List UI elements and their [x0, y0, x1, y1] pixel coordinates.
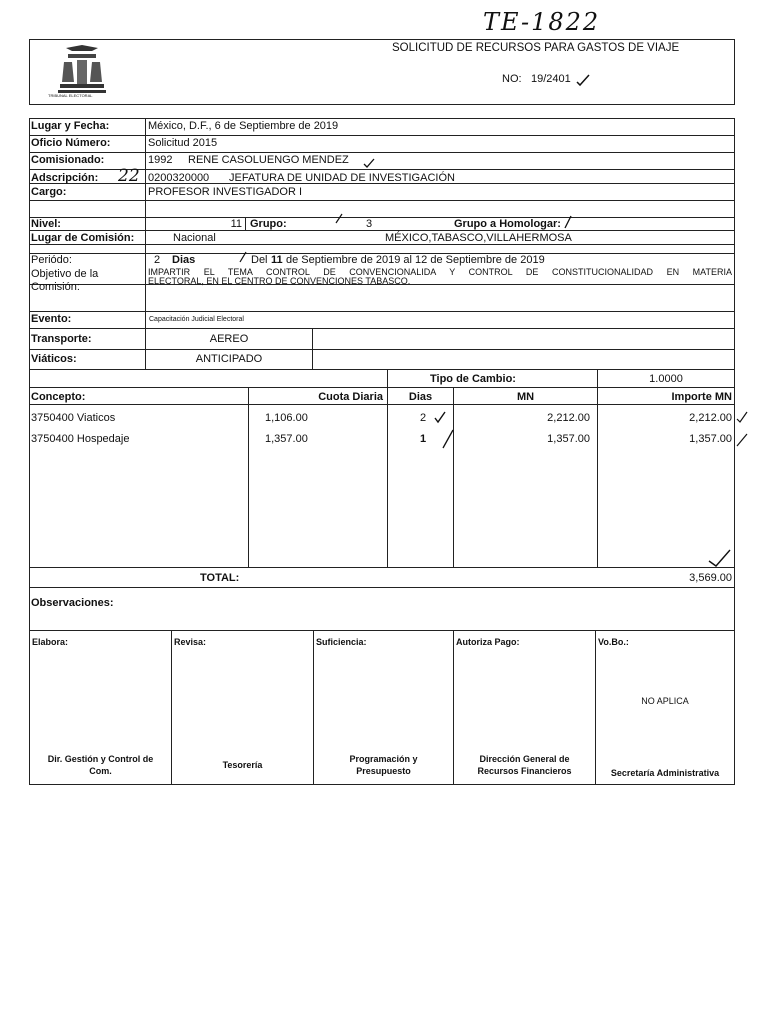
sig-header-suficiencia: Suficiencia:	[316, 637, 367, 647]
objetivo-label: Objetivo de la Comisión:	[31, 268, 99, 293]
sig-header-revisa: Revisa:	[174, 637, 207, 647]
row-cuota: 1,357.00	[265, 433, 308, 445]
sig-footer-tesoreria: Tesorería	[222, 760, 263, 770]
sig-footer-direccion: Dirección General de	[479, 754, 570, 764]
lugar-comision-destino: MÉXICO,TABASCO,VILLAHERMOSA	[385, 232, 572, 244]
sig-footer-programacion-2: Presupuesto	[356, 766, 411, 776]
grupo-label: Grupo:	[250, 218, 287, 230]
adscripcion-name: JEFATURA DE UNIDAD DE INVESTIGACIÓN	[229, 172, 455, 184]
folio-value: 19/2401	[531, 73, 571, 85]
folio-label: NO:	[502, 73, 522, 85]
checkmark-icon	[433, 410, 447, 429]
sig-footer-programacion: Programación y	[349, 754, 418, 764]
sig-footer-gestion: Dir. Gestión y Control de	[47, 754, 154, 764]
col-header-dias: Dias	[408, 391, 433, 403]
lugar-fecha-label: Lugar y Fecha:	[31, 120, 110, 132]
checkmark-icon	[735, 410, 749, 429]
row-concepto: 3750400 Hospedaje	[31, 433, 130, 445]
objetivo-line-2: ELECTORAL, EN EL CENTRO DE CONVENCIONES TABASCO.	[148, 276, 411, 286]
transporte-value: AEREO	[209, 333, 249, 345]
tipo-cambio-value: 1.0000	[649, 373, 683, 385]
periodo-del: Del	[251, 254, 268, 266]
viaticos-value: ANTICIPADO	[195, 353, 263, 365]
periodo-dias-word: Dias	[172, 254, 196, 266]
adscripcion-handwritten-mark: 22	[118, 166, 140, 186]
objetivo-line-1: IMPARTIR EL TEMA CONTROL DE CONVENCIONALIDA Y CONTROL DE CONSTITUCIONALIDAD EN MATERIA	[148, 267, 732, 277]
checkmark-icon	[334, 212, 344, 230]
total-value: 3,569.00	[689, 572, 732, 584]
stamp-number: TE-1822	[483, 8, 601, 36]
grupo-value: 3	[366, 218, 373, 230]
adscripcion-label: Adscripción:	[31, 172, 99, 184]
col-header-cuota: Cuota Diaria	[318, 391, 383, 403]
observaciones-label: Observaciones:	[31, 597, 114, 609]
sig-header-vobo: Vo.Bo.:	[598, 637, 629, 647]
col-header-concepto: Concepto:	[31, 391, 86, 403]
sig-footer-direccion-2: Recursos Financieros	[477, 766, 572, 776]
row-mn: 1,357.00	[547, 433, 590, 445]
comisionado-name: RENE CASOLUENGO MENDEZ	[188, 154, 349, 166]
adscripcion-code: 0200320000	[148, 172, 210, 184]
cargo-value: PROFESOR INVESTIGADOR I	[148, 186, 303, 198]
form-title: SOLICITUD DE RECURSOS PARA GASTOS DE VIAJE	[392, 42, 680, 54]
nivel-label: Nivel:	[31, 218, 61, 230]
comisionado-label: Comisionado:	[31, 154, 105, 166]
col-header-importe: Importe MN	[671, 391, 732, 403]
checkmark-icon	[575, 73, 591, 92]
viaticos-label: Viáticos:	[31, 353, 77, 365]
logo-caption: TRIBUNAL ELECTORAL	[48, 93, 93, 98]
evento-value: Capacitación Judicial Electoral	[149, 316, 244, 323]
cargo-label: Cargo:	[31, 186, 67, 198]
periodo-dias-number: 2	[154, 254, 161, 266]
row-mn: 2,212.00	[547, 412, 590, 424]
comisionado-number: 1992	[148, 154, 173, 166]
lugar-fecha-value: México, D.F., 6 de Septiembre de 2019	[148, 120, 339, 132]
checkmark-icon	[706, 548, 732, 573]
oficio-value: Solicitud 2015	[148, 137, 218, 149]
tipo-cambio-label: Tipo de Cambio:	[430, 373, 516, 385]
periodo-label: Periódo:	[31, 254, 72, 266]
row-dias: 2	[420, 412, 427, 424]
sig-header-autoriza: Autoriza Pago:	[456, 637, 520, 647]
sig-header-elabora: Elabora:	[32, 637, 69, 647]
evento-label: Evento:	[31, 313, 72, 325]
transporte-label: Transporte:	[31, 333, 92, 345]
row-dias: 1	[420, 433, 427, 445]
total-label: TOTAL:	[200, 572, 240, 584]
row-importe: 1,357.00	[689, 433, 732, 445]
no-aplica: NO APLICA	[641, 696, 689, 706]
row-cuota: 1,106.00	[265, 412, 308, 424]
periodo-range: de Septiembre de 2019 al 12 de Septiembre de 2019	[286, 254, 545, 266]
col-header-mn: MN	[516, 391, 535, 403]
lugar-comision-label: Lugar de Comisión:	[31, 232, 135, 244]
grupo-homologar-label: Grupo a Homologar:	[454, 218, 561, 230]
checkmark-icon	[441, 428, 455, 455]
sig-footer-gestion-2: Com.	[89, 766, 112, 776]
lugar-comision-tipo: Nacional	[173, 232, 216, 244]
sig-footer-secretaria: Secretaría Administrativa	[610, 768, 720, 778]
checkmark-icon	[735, 432, 749, 453]
nivel-value: 11	[230, 218, 242, 230]
oficio-label: Oficio Número:	[31, 137, 111, 149]
periodo-start-day: 11	[271, 254, 283, 266]
row-concepto: 3750400 Viaticos	[31, 412, 116, 424]
row-importe: 2,212.00	[689, 412, 732, 424]
